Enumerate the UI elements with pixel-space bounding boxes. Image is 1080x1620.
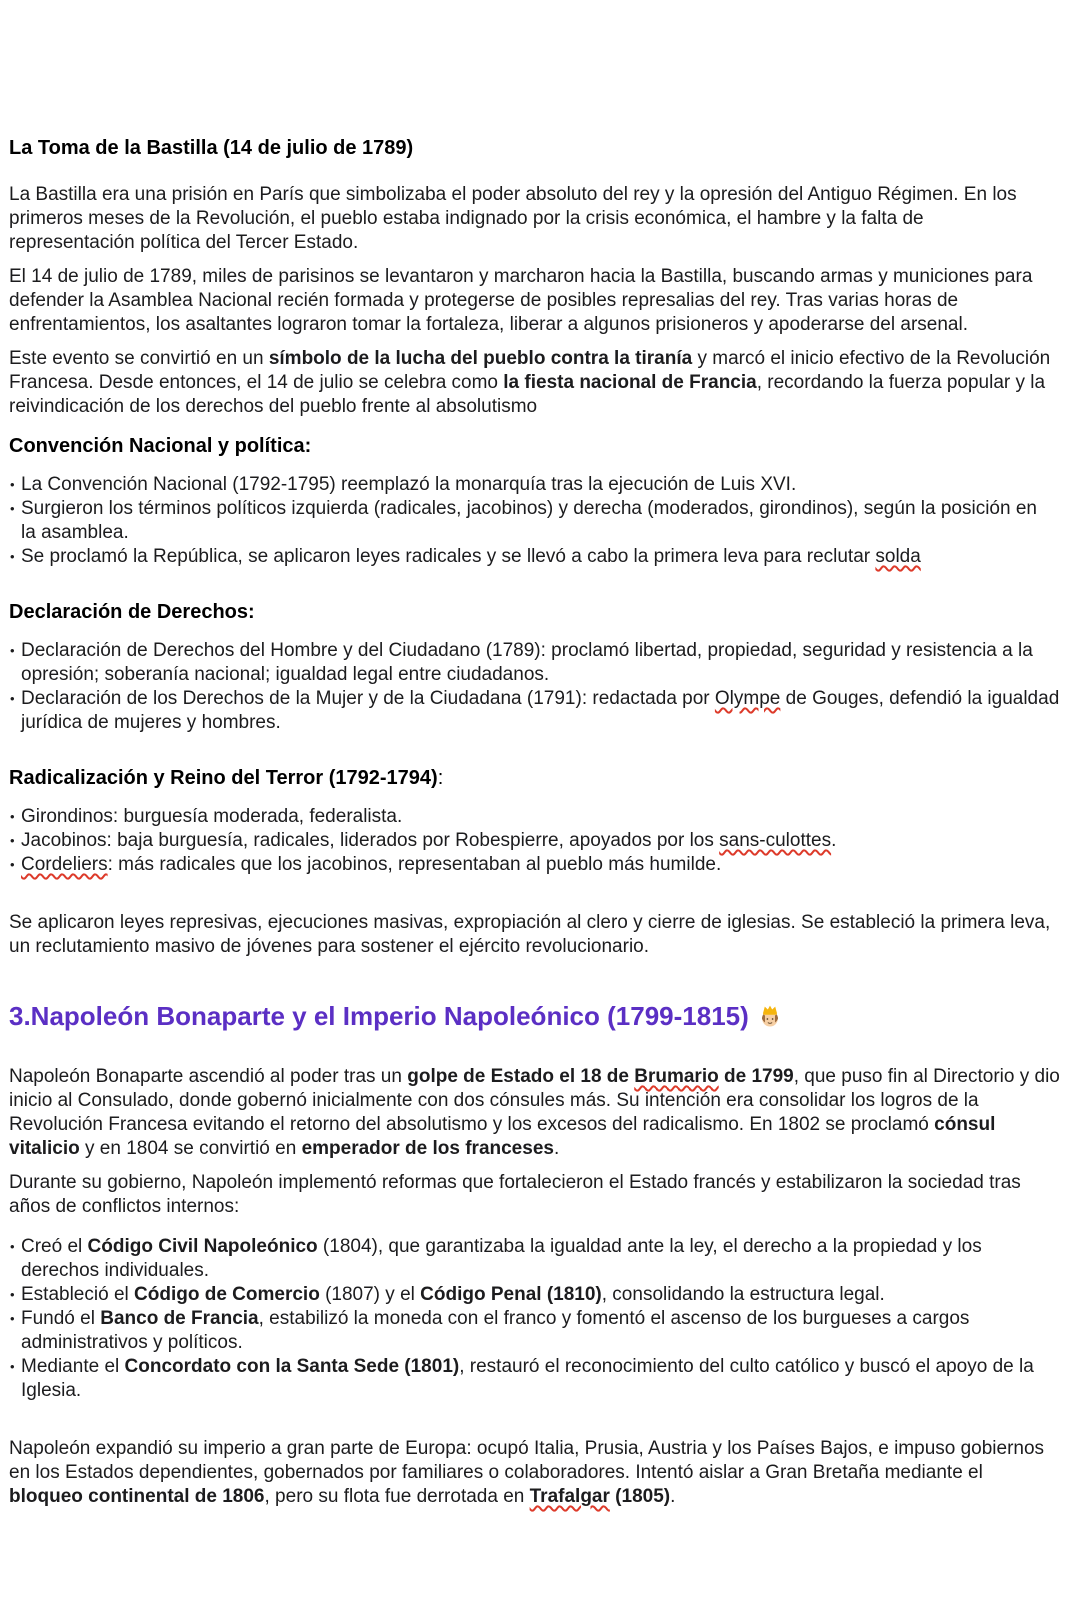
paragraph [9, 265, 1080, 337]
text-line [9, 371, 1080, 395]
text-segment: enfrentamientos, los asaltantes lograron tomar la fortaleza, liberar a algunos prisioneros y apoderarse del arsenal. [9, 314, 968, 335]
paragraph [9, 347, 1080, 419]
text-segment: Convención Nacional y política: [9, 435, 312, 457]
text-segment: en los Estados dependientes, gobernados por familiares o colaboradores. Intentó aislar a Gran Bretaña mediante el [9, 1462, 983, 1483]
text-segment: , restauró el reconocimiento del culto católico y buscó el apoyo de la [459, 1356, 1034, 1377]
text-line [21, 521, 1080, 545]
text-segment: la asamblea. [21, 522, 129, 543]
text-line [9, 1195, 1080, 1219]
text-segment: opresión; soberanía nacional; igualdad legal entre ciudadanos. [21, 664, 550, 685]
bullet-glyph: • [10, 501, 15, 516]
list-item-text [21, 639, 1080, 687]
list-item-text [21, 687, 1080, 735]
bullet-glyph: • [10, 1311, 15, 1326]
text-segment: sans-culottes [719, 830, 832, 851]
text-line [21, 1259, 1080, 1283]
list-item [9, 829, 1080, 853]
text-segment: cónsul [934, 1114, 996, 1135]
text-segment: Concordato con la Santa Sede (1801) [124, 1356, 460, 1377]
text-segment: Olympe [714, 688, 781, 709]
bullet-glyph: • [10, 549, 15, 564]
text-segment: Banco de Francia [100, 1308, 259, 1329]
list-item-text [21, 853, 1080, 877]
text-segment: defender la Asamblea Nacional recién formada y protegerse de posibles represalias del rey. Tras varias horas de [9, 290, 959, 311]
list-item [9, 473, 1080, 497]
text-segment: Se proclamó la República, se aplicaron leyes radicales y se llevó a cabo la primera leva para reclutar [21, 546, 876, 567]
text-segment: de 1799 [718, 1066, 794, 1087]
bullet-glyph: • [10, 857, 15, 872]
text-line [21, 1355, 1080, 1379]
bullet-glyph: • [10, 477, 15, 492]
text-segment: primeros meses de la Revolución, el pueblo estaba indignado por la crisis económica, el hambre y la falta de [9, 208, 924, 229]
text-segment: Revolución Francesa evitando el retorno del absolutismo y los excesos del radicalismo. En 1802 se proclamó [9, 1114, 935, 1135]
text-segment: Jacobinos: baja burguesía, radicales, liderados por Robespierre, apoyados por los [21, 830, 720, 851]
list-item-text [21, 473, 1080, 497]
list-item-text [21, 1355, 1080, 1403]
text-line [21, 805, 1080, 829]
text-segment: La Bastilla era una prisión en París que simbolizaba el poder absoluto del rey y la opresión del Antiguo Régimen. En los [9, 184, 1017, 205]
text-segment: Declaración de Derechos: [9, 601, 255, 623]
text-segment: representación política del Tercer Estado. [9, 232, 359, 253]
bullet-glyph: • [10, 691, 15, 706]
text-segment: solda [875, 546, 921, 567]
paragraph [9, 1171, 1080, 1219]
text-segment: Declaración de los Derechos de la Mujer y de la Ciudadana (1791): redactada por [21, 688, 715, 709]
paragraph [9, 911, 1080, 959]
text-segment: jurídica de mujeres y hombres. [21, 712, 281, 733]
text-segment: inicio al Consulado, donde gobernó inicialmente con dos cónsules más. Su intención era consolidar los logros de la [9, 1090, 979, 1111]
text-line [9, 1485, 1080, 1509]
text-line [9, 135, 1080, 161]
text-line [9, 1171, 1080, 1195]
text-segment: La Convención Nacional (1792-1795) reemplazó la monarquía tras la ejecución de Luis XVI. [21, 474, 797, 495]
text-segment: 3.Napoleón Bonaparte y el Imperio Napoleónico (1799-1815) [9, 1001, 749, 1031]
bullet-list [9, 639, 1080, 735]
text-line [21, 639, 1080, 663]
text-segment: , estabilizó la moneda con el franco y fomentó el ascenso de los burgueses a cargos [258, 1308, 970, 1329]
text-segment: años de conflictos internos: [9, 1196, 240, 1217]
list-item-text [21, 829, 1080, 853]
text-segment: y marcó el inicio efectivo de la Revolución [692, 348, 1051, 369]
subsection-heading [9, 765, 1080, 791]
text-segment: Trafalgar [529, 1486, 610, 1507]
list-item-text [21, 1235, 1080, 1283]
text-segment: Girondinos: burguesía moderada, federalista. [21, 806, 403, 827]
text-segment: de Gouges, defendió la igualdad [780, 688, 1060, 709]
text-line [9, 1113, 1080, 1137]
text-line [9, 1137, 1080, 1161]
text-segment: Iglesia. [21, 1380, 82, 1401]
text-segment: El 14 de julio de 1789, miles de parisinos se levantaron y marcharon hacia la Bastilla, buscando armas y municiones para [9, 266, 1033, 287]
text-segment: Francesa. Desde entonces, el 14 de julio se celebra como [9, 372, 504, 393]
list-item [9, 1307, 1080, 1355]
list-item [9, 497, 1080, 545]
bullet-glyph: • [10, 1359, 15, 1374]
section-heading [9, 135, 1080, 161]
text-line [9, 395, 1080, 419]
list-item [9, 1235, 1080, 1283]
text-line [9, 433, 1080, 459]
text-segment: Surgieron los términos políticos izquierda (radicales, jacobinos) y derecha (moderados, girondinos), según la posición en [21, 498, 1037, 519]
text-segment: Estableció el [21, 1284, 135, 1305]
text-segment: (1804), que garantizaba la igualdad ante la ley, el derecho a la propiedad y los [317, 1236, 982, 1257]
text-segment: emperador de los franceses [301, 1138, 554, 1159]
text-segment: . [831, 830, 837, 851]
text-segment: vitalicio [9, 1138, 80, 1159]
text-line [21, 1331, 1080, 1355]
chapter-title [9, 999, 1080, 1033]
text-segment: (1807) y el [319, 1284, 421, 1305]
text-segment: : más radicales que los jacobinos, representaban al pueblo más humilde. [107, 854, 722, 875]
text-segment: : [437, 767, 444, 789]
text-segment: Fundó el [21, 1308, 101, 1329]
text-line [9, 999, 1080, 1033]
list-item-text [21, 805, 1080, 829]
text-line [9, 599, 1080, 625]
text-line [21, 663, 1080, 687]
text-line [21, 1307, 1080, 1331]
text-line [21, 1379, 1080, 1403]
list-item [9, 687, 1080, 735]
text-line [21, 1283, 1080, 1307]
subsection-heading [9, 599, 1080, 625]
text-segment: Napoleón expandió su imperio a gran parte de Europa: ocupó Italia, Prusia, Austria y los Países Bajos, e impuso gobiernos [9, 1438, 1045, 1459]
text-line [21, 473, 1080, 497]
text-segment: golpe de Estado el 18 de [407, 1066, 635, 1087]
text-line [9, 313, 1080, 337]
text-segment: un reclutamiento masivo de jóvenes para sostener el ejército revolucionario. [9, 936, 650, 957]
text-segment: . [553, 1138, 560, 1159]
text-segment: Mediante el [21, 1356, 125, 1377]
list-item [9, 545, 1080, 569]
bullet-glyph: • [10, 833, 15, 848]
bullet-glyph: • [10, 643, 15, 658]
text-segment: Napoleón Bonaparte ascendió al poder tras un [9, 1066, 408, 1087]
text-line [21, 1235, 1080, 1259]
text-segment: símbolo de la lucha del pueblo contra la tiranía [268, 348, 693, 369]
text-segment: Brumario [634, 1066, 719, 1087]
text-segment: y en 1804 se convirtió en [79, 1138, 302, 1159]
paragraph [9, 1065, 1080, 1161]
text-line [9, 231, 1080, 255]
text-segment: administrativos y políticos. [21, 1332, 243, 1353]
text-segment: bloqueo continental de 1806 [9, 1486, 265, 1507]
list-item-text [21, 497, 1080, 545]
text-segment: derechos individuales. [21, 1260, 210, 1281]
text-segment: Durante su gobierno, Napoleón implementó reformas que fortalecieron el Estado francés y estabilizaron la sociedad tras [9, 1172, 1021, 1193]
text-segment: reivindicación de los derechos del pueblo frente al absolutismo [9, 396, 538, 417]
bullet-list [9, 473, 1080, 569]
text-line [9, 1461, 1080, 1485]
text-segment: . [670, 1486, 676, 1507]
list-item-text [21, 545, 1080, 569]
text-line [9, 1089, 1080, 1113]
text-segment: , recordando la fuerza popular y la [756, 372, 1046, 393]
bullet-glyph: • [10, 1239, 15, 1254]
text-line [9, 207, 1080, 231]
text-segment: Se aplicaron leyes represivas, ejecuciones masivas, expropiación al clero y cierre de iglesias. Se estableció la primera leva, [9, 912, 1051, 933]
text-segment: (1805) [609, 1486, 671, 1507]
text-line [21, 545, 1080, 569]
text-line [9, 183, 1080, 207]
text-line [21, 853, 1080, 877]
list-item-text [21, 1283, 1080, 1307]
text-segment: Código de Comercio [134, 1284, 320, 1305]
text-line [21, 711, 1080, 735]
text-segment: Creó el [21, 1236, 88, 1257]
text-segment: La Toma de la Bastilla (14 de julio de 1789) [9, 137, 414, 159]
text-segment: Código Civil Napoleónico [87, 1236, 318, 1257]
text-segment: , que puso fin al Directorio y dio [793, 1066, 1060, 1087]
text-segment: Código Penal (1810) [420, 1284, 602, 1305]
subsection-heading [9, 433, 1080, 459]
text-line [9, 911, 1080, 935]
list-item [9, 853, 1080, 877]
text-line [9, 347, 1080, 371]
text-line [21, 829, 1080, 853]
text-line [9, 289, 1080, 313]
text-segment: Este evento se convirtió en un [9, 348, 269, 369]
list-item-text [21, 1307, 1080, 1355]
prince-emoji-icon [757, 1003, 783, 1029]
text-line [9, 1065, 1080, 1089]
text-line [9, 935, 1080, 959]
bullet-glyph: • [10, 1287, 15, 1302]
text-segment: , pero su flota fue derrotada en [264, 1486, 530, 1507]
bullet-list [9, 805, 1080, 877]
bullet-list [9, 1235, 1080, 1403]
text-line [21, 687, 1080, 711]
text-segment: Declaración de Derechos del Hombre y del Ciudadano (1789): proclamó libertad, propiedad, seguridad y resistencia a la [21, 640, 1033, 661]
paragraph [9, 183, 1080, 255]
text-segment: Cordeliers [21, 854, 108, 875]
list-item [9, 1283, 1080, 1307]
text-line [9, 265, 1080, 289]
list-item [9, 805, 1080, 829]
text-segment: , consolidando la estructura legal. [601, 1284, 885, 1305]
text-line [9, 765, 1080, 791]
bullet-glyph: • [10, 809, 15, 824]
text-segment: la fiesta nacional de Francia [503, 372, 757, 393]
text-line [21, 497, 1080, 521]
paragraph [9, 1437, 1080, 1509]
text-segment: Radicalización y Reino del Terror (1792-1794) [9, 767, 438, 789]
list-item [9, 639, 1080, 687]
text-line [9, 1437, 1080, 1461]
list-item [9, 1355, 1080, 1403]
